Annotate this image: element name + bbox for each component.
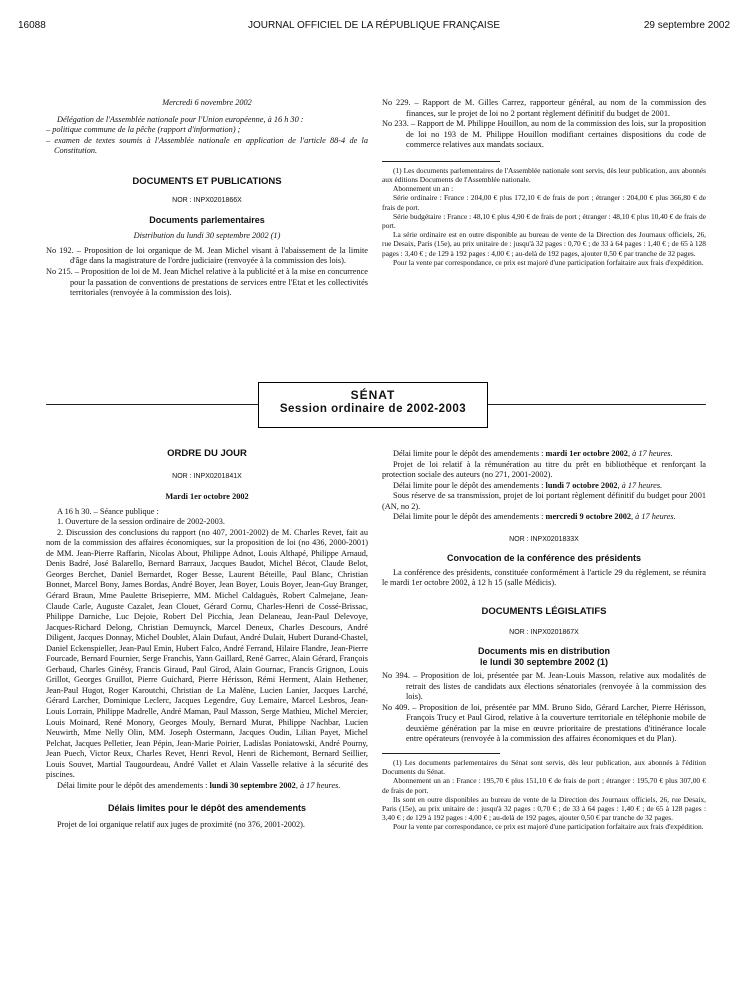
distribution-line: Distribution du lundi 30 septembre 2002 (1) xyxy=(133,231,281,241)
footnote-text: (1) Les documents parlementaires de l'Assemblée nationale sont servis, dès leur publication, aux abonnés aux éditions Documents de l'Assemblée nationale. xyxy=(382,165,706,184)
amendment-deadline: Délai limite pour le dépôt des amendements : mardi 1er octobre 2002, à 17 heures. xyxy=(393,449,673,458)
issue-date: 29 septembre 2002 xyxy=(643,20,730,31)
agenda-item: 1. Ouverture de la session ordinaire de 2002-2003. xyxy=(57,517,225,527)
footnote-text: Série budgétaire : France : 48,10 € plus 4,90 € de frais de port ; étranger : 48,10 € plus 10,40 € de frais de port. xyxy=(382,211,706,230)
amendment-deadline: Délai limite pour le dépôt des amendements : mercredi 9 octobre 2002, à 17 heures. xyxy=(393,512,676,522)
subsection-title: Documents parlementaires xyxy=(149,214,265,225)
bottom-left-column xyxy=(46,449,368,831)
section-title: DOCUMENTS LÉGISLATIFS xyxy=(481,606,607,618)
nor-reference: NOR : INPX0201841X xyxy=(172,472,242,480)
footnote-text: Pour la vente par correspondance, ce prix est majoré d'une participation forfaitaire aux frais d'expédition. xyxy=(393,257,704,267)
subsection-title: Convocation de la conférence des présidents xyxy=(446,553,642,564)
document-entry: No 409. – Proposition de loi, présentée par MM. Bruno Sido, Gérard Larcher, Pierre Hérisson, François Trucy et Paul Girod, relative à la couverture territoriale en téléphonie mobile de deuxième génération par la mise en œuvre prioritaire de prestations d'itinérance locale entre opérateurs (renvoyée à la commission des affaires économiques et du Plan). xyxy=(382,702,706,744)
bill-entry: Sous réserve de sa transmission, projet de loi portant règlement définitif du budget pour 2001 (AN, no 2). xyxy=(382,491,706,511)
sitting-day: Mardi 1er octobre 2002 xyxy=(165,492,249,502)
page-header xyxy=(18,20,730,34)
footnote-rule xyxy=(382,753,500,754)
banner-rule-right xyxy=(488,404,706,405)
document-entry: No 394. – Proposition de loi, présentée par M. Jean-Louis Masson, relative aux modalités de retrait des listes de candidats aux élections sénatoriales (renvoyée à la commission des lois). xyxy=(382,671,706,702)
bill-entry: Projet de loi organique relatif aux juges de proximité (no 376, 2001-2002). xyxy=(57,819,306,829)
session-title: Session ordinaire de 2002-2003 xyxy=(279,403,467,415)
delegation-line: Délégation de l'Assemblée nationale pour l'Union européenne, à 16 h 30 : xyxy=(57,114,304,124)
senat-title: SÉNAT xyxy=(350,388,396,402)
sitting-time: A 16 h 30. – Séance publique : xyxy=(57,506,159,516)
footnote-text: La série ordinaire est en outre disponible au bureau de vente de la Direction des Journaux officiels, 26, rue Desaix, Paris (15e), au prix unitaire de : jusqu'à 32 pages : 0,70 € ; de 33 à 64 pages : 1,40 € ; de 65 à 128 pages : 3,40 € ; de 129 à 192 pages : 4,00 € ; au-delà de 192 pages, ajouter 0,50 € par tranche de 32 pages. xyxy=(382,230,706,258)
section-title: DOCUMENTS ET PUBLICATIONS xyxy=(132,175,282,187)
page-number: 16088 xyxy=(18,20,46,31)
subsection-title: Documents mis en distribution xyxy=(477,646,610,657)
footnote-text: Abonnement un an : France : 195,70 € plus 151,10 € de frais de port ; étranger : 195,70 € plus 307,00 € de frais de port. xyxy=(382,776,706,795)
banner-rule-left xyxy=(46,404,258,405)
footnote-text: (1) Les documents parlementaires du Sénat sont servis, dès leur publication, aux abonnés à l'édition Documents du Sénat. xyxy=(382,758,706,777)
footnote-text: Ils sont en outre disponibles au bureau de vente de la Direction des Journaux officiels, 26, rue Desaix, Paris (15e), au prix unitaire de : jusqu'à 32 pages : 0,70 € ; de 33 à 64 pages : 1,40 € ; de 65 à 128 pages : 3,40 € ; de 129 à 192 pages : 4,00 € ; au-delà de 192 pages, ajouter 0,50 € par tranche de 32 pages. xyxy=(382,794,706,823)
footnote-text: Pour la vente par correspondance, ce prix est majoré d'une participation forfaitaire aux frais d'expédition. xyxy=(393,822,704,832)
agenda-item: – examen de textes soumis à l'Assemblée nationale en application de l'article 88-4 de la Constitution. xyxy=(46,135,368,156)
amendment-deadline: Délai limite pour le dépôt des amendements : lundi 30 septembre 2002, à 17 heures. xyxy=(57,780,341,790)
footnote-text: Abonnement un an : xyxy=(393,184,454,194)
bottom-right-column xyxy=(382,449,706,832)
bill-entry: Projet de loi relatif à la rémunération au titre du prêt en bibliothèque et renforçant la protection sociale des auteurs (no 271, 2001-2002). xyxy=(382,459,706,480)
amendment-deadline: Délai limite pour le dépôt des amendements : lundi 7 octobre 2002, à 17 heures. xyxy=(393,480,663,490)
document-entry: No 229. – Rapport de M. Gilles Carrez, rapporteur général, au nom de la commission des finances, sur le projet de loi no 2 portant règlement définitif du budget de 2001. xyxy=(382,98,706,118)
agenda-item: 2. Discussion des conclusions du rapport (no 407, 2001-2002) de M. Charles Revet, fait au nom de la commission des affaires économiques, sur la proposition de loi (no 436, 2000-2001) de MM. Jean-Pierre Raffarin, Nicolas About, Philippe Adnot, Louis Althapé, Philippe Arnaud, Denis Badré, José Balarello, Bernard Barraux, Jacques Baudot, Michel Bécot, Claude Belot, Georges Berchet, Daniel Bernardet, Roger Besse, Laurent Béteille, Paul Blanc, Christian Bonnet, Marcel Bony, James Bordas, André Boyer, Jean Boyer, Louis Boyer, Jean-Guy Branger, Gérard Braun, Mme Paulette Brisepierre, MM. Michel Caldaguès, Robert Calmejane, Jean-Claude Carle, Auguste Cazalet, Jean Clouet, Gérard Cornu, Charles-Henri de Cossé-Brissac, Philippe Darniche, Luc Dejoie, Robert Del Picchia, Jean Delaneau, Jean-Paul Delevoye, Jacques-Richard Delong, Christian Demuynck, Marcel Deneux, Charles Descours, André Diligent, Jacques Donnay, Michel Doublet, Alain Dufaut, André Dulait, Hubert Durand-Chastel, Daniel Eckenspieller, Jean-Paul Emin, Hubert Falco, André Ferrand, Hilaire Flandre, Jean-Pierre Fourcade, Bernard Fournier, Serge Franchis, Yann Gaillard, René Garrec, Alain Gérard, François Gerbaud, Charles Ginésy, Francis Giraud, Paul Girod, Alain Gournac, Francis Grignon, Louis Grillot, Georges Gruillot, Pierre Guichard, Pierre Hérisson, Rémi Herment, Alain Hethener, Jean-Paul Hugot, Roger Karoutchi, Christian de La Malène, Lucien Lanier, Jacques Larché, Gérard Larcher, Dominique Leclerc, Jacques Legendre, Guy Lemaire, Marcel Lesbros, Jean-Louis Lorrain, Philippe Madrelle, André Maman, Paul Masson, Serge Mathieu, Michel Mercier, Louis Moinard, René Monory, Georges Mouly, Bernard Murat, Philippe Nachbar, Lucien Neuwirth, Mme Nelly Olin, MM. Joseph Ostermann, Jacques Oudin, Lilian Payet, Michel Pelchat, Jacques Pelletier, Jean Pépin, Jean-Marie Poirier, Ladislas Poniatowski, André Pourny, Jean Puech, Victor Reux, Charles Revet, Henri Revol, Henri de Richemont, Bernard Seillier, Louis Souvet, Martial Taugourdeau, André Vallet et Alain Vasselle relative à la sécurité des piscines. xyxy=(46,527,368,780)
footnote-rule xyxy=(382,161,500,162)
convocation-text: La conférence des présidents, constituée conformément à l'article 29 du règlement, se réunira le mardi 1er octobre 2002, à 12 h 15 (salle Médicis). xyxy=(382,567,706,588)
document-entry: No 233. – Rapport de M. Philippe Houillon, au nom de la commission des lois, sur la proposition de loi no 193 de M. Philippe Houillon modifiant certaines dispositions du code de commerce relatives aux mandats sociaux. xyxy=(382,119,706,150)
nor-reference: NOR : INPX0201866X xyxy=(172,197,242,205)
nor-reference: NOR : INPX0201833X xyxy=(509,535,579,543)
section-title: ORDRE DU JOUR xyxy=(167,448,247,459)
footnote-text: Série ordinaire : France : 204,00 € plus 172,10 € de frais de port ; étranger : 204,00 € plus 366,80 € de frais de port. xyxy=(382,193,706,212)
agenda-item: – politique commune de la pêche (rapport d'information) ; xyxy=(46,125,241,135)
subsection-title: Délais limites pour le dépôt des amendements xyxy=(107,803,307,814)
document-entry: No 215. – Proposition de loi de M. Jean Michel relative à la publicité et à la mise en concurrence pour la passation de conventions de prestations de services entre l'Etat et les collectivités territoriales (renvoyée à la commission des lois). xyxy=(46,267,368,298)
nor-reference: NOR : INPX0201867X xyxy=(509,628,579,636)
top-right-column xyxy=(382,98,706,267)
document-entry: No 192. – Proposition de loi organique de M. Jean Michel visant à l'abaissement de la limite d'âge dans la magistrature de l'ordre judiciaire (renvoyée à la commission des lois). xyxy=(46,245,368,266)
journal-title: JOURNAL OFFICIEL DE LA RÉPUBLIQUE FRANÇAISE xyxy=(247,20,501,31)
agenda-date: Mercredi 6 novembre 2002 xyxy=(162,98,252,107)
top-left-column xyxy=(46,98,368,299)
subsection-title: le lundi 30 septembre 2002 (1) xyxy=(479,656,609,667)
senat-banner xyxy=(258,382,488,428)
